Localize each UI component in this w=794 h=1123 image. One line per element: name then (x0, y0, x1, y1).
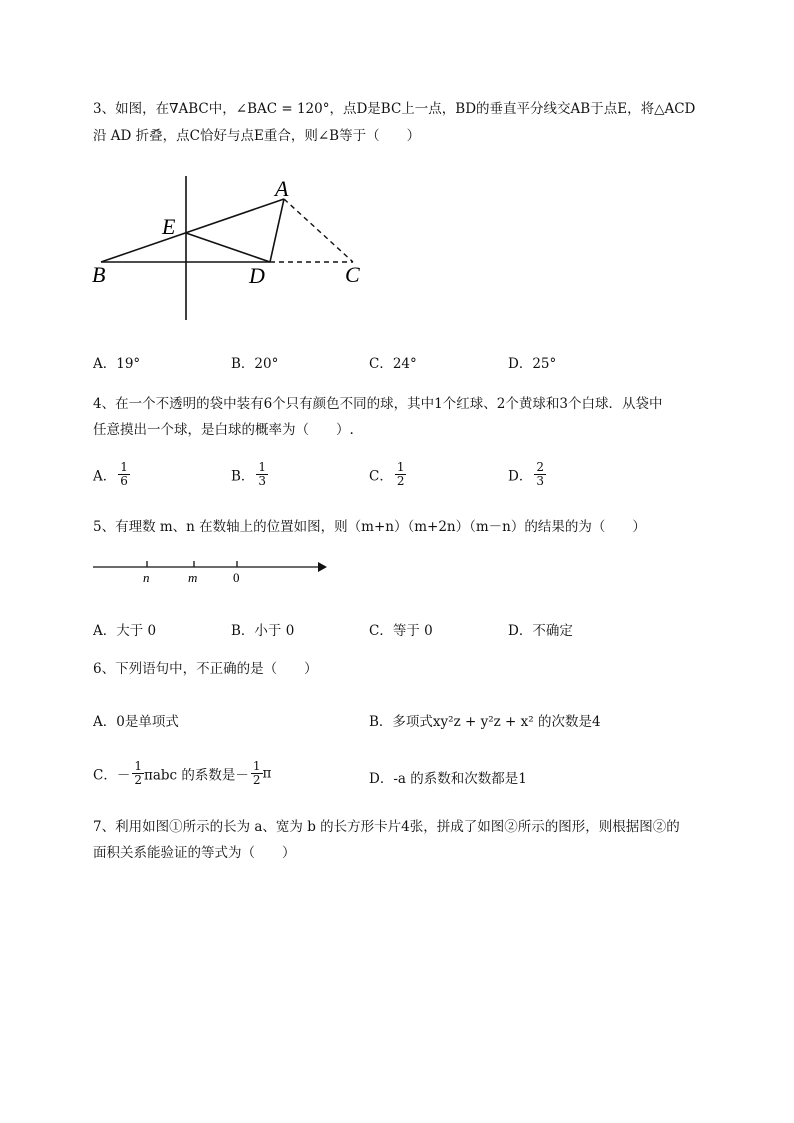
segment-AD (270, 199, 284, 262)
q6-option-b: B．多项式xy²z + y²z + x² 的次数是4 (369, 714, 601, 730)
q3-triangle-figure (85, 170, 385, 330)
q4-option-c-fraction: $\frac{1}{2}$ (396, 460, 405, 488)
q3-option-b: B．20° (231, 356, 279, 372)
label-C: C (345, 262, 360, 287)
q6-stem: 6、下列语句中，不正确的是（ ） (93, 661, 318, 677)
label-m: m (188, 570, 198, 585)
label-zero: 0 (233, 570, 240, 585)
q4-stem-line1: 4、在一个不透明的袋中装有6个只有颜色不同的球，其中1个红球、2个黄球和3个白球．从袋中 (93, 396, 663, 412)
q4-option-d-fraction: $\frac{2}{3}$ (536, 460, 544, 488)
label-E: E (162, 214, 176, 239)
q6-option-a: A．0是单项式 (93, 714, 179, 730)
q4-option-b-fraction: $\frac{1}{3}$ (258, 460, 267, 488)
q4-stem-line2: 任意摸出一个球，是白球的概率为（ ）. (93, 422, 354, 438)
q3-option-c: C．24° (369, 356, 417, 372)
q4-option-c: C． $\frac{1}{2}$ (369, 460, 405, 488)
q5-stem: 5、有理数 m、n 在数轴上的位置如图，则（m+n）（m+2n）（m－n）的结果的为（ ） (93, 519, 646, 535)
q6-option-d: D．-a 的系数和次数都是1 (369, 771, 527, 787)
segment-ED (186, 233, 270, 262)
q3-option-d: D．25° (508, 356, 557, 372)
segment-AC-dashed (284, 199, 353, 262)
q3-option-a: A．19° (93, 356, 141, 372)
number-line-arrow (318, 562, 327, 572)
q4-option-a: A． $\frac{1}{6}$ (93, 460, 128, 488)
q3-stem-line2: 沿 AD 折叠，点C恰好与点E重合，则∠B等于（ ） (93, 128, 421, 144)
q4-option-d: D． $\frac{2}{3}$ (508, 460, 544, 488)
segment-BA (101, 199, 284, 262)
q3-stem-line1: 3、如图，在∇ABC中，∠BAC = 120°，点D是BC上一点，BD的垂直平分线交AB于点E，将△ACD (93, 101, 696, 117)
q5-number-line (90, 555, 335, 587)
q5-option-d: D．不确定 (508, 623, 573, 639)
q6-option-c-fraction2: $\frac{1}{2}$ (252, 759, 261, 787)
label-B: B (92, 262, 106, 287)
q7-stem-line1: 7、利用如图①所示的长为 a、宽为 b 的长方形卡片4张，拼成了如图②所示的图形，则根据图②的 (93, 819, 680, 835)
q5-option-a: A．大于 0 (93, 623, 157, 639)
q4-option-b: B． $\frac{1}{3}$ (231, 460, 267, 488)
q4-option-a-fraction: $\frac{1}{6}$ (120, 460, 128, 488)
q5-option-c: C．等于 0 (369, 623, 433, 639)
label-D: D (249, 263, 265, 288)
label-n: n (143, 570, 150, 585)
q5-option-b: B．小于 0 (231, 623, 295, 639)
label-A: A (275, 176, 289, 201)
q6-option-c-fraction1: $\frac{1}{2}$ (134, 759, 142, 787)
q7-stem-line2: 面积关系能验证的等式为（ ） (93, 845, 296, 861)
q6-option-c: C．－ $\frac{1}{2}$ πabc 的系数是－ $\frac{1}{2}$ π (93, 759, 272, 787)
